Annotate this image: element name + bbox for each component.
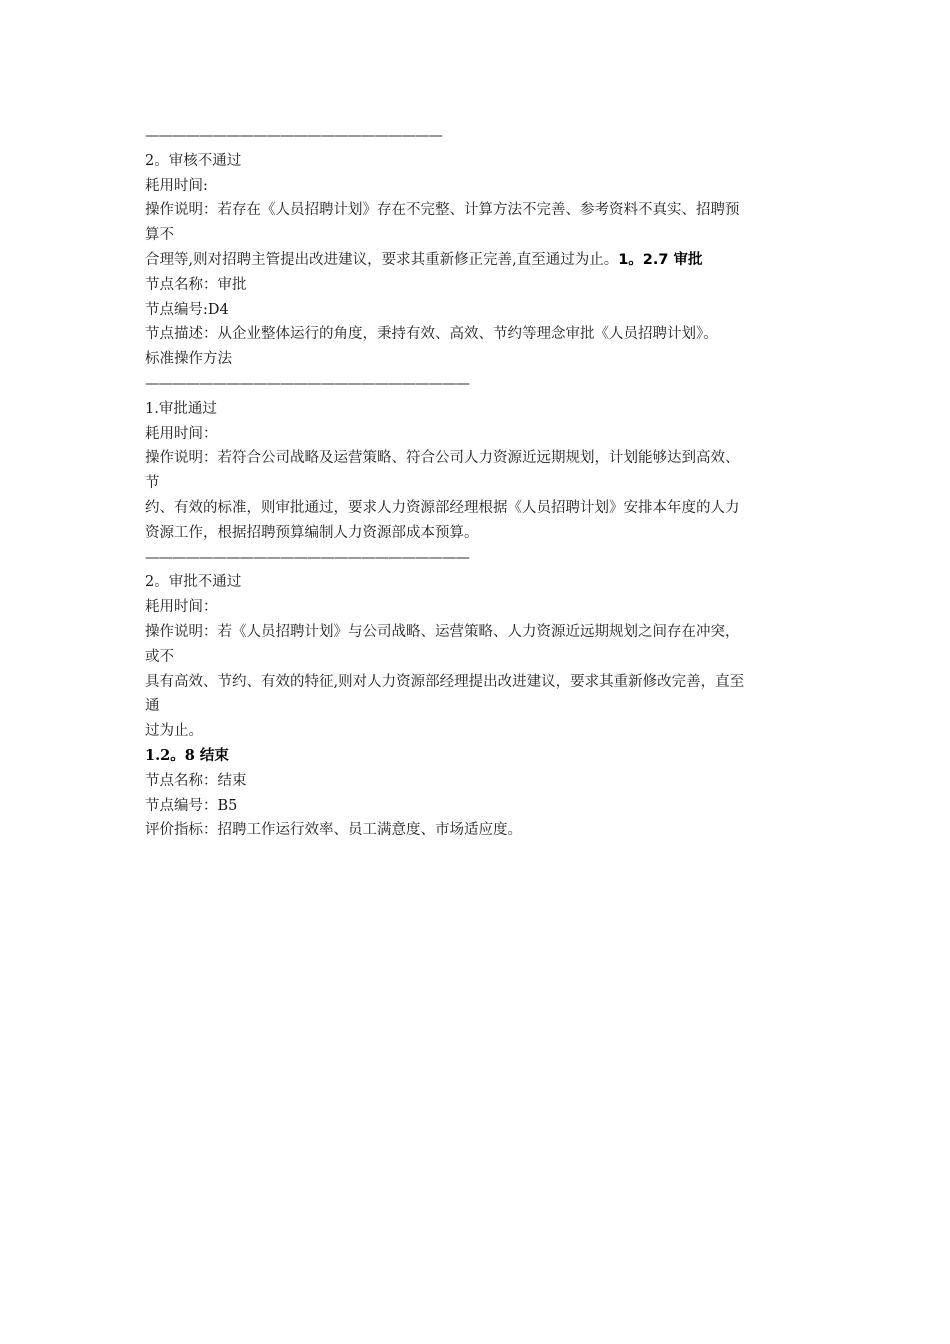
- node-id-end: 节点编号：B5: [145, 797, 238, 814]
- pass-approve-desc-line: 约、有效的标准，则审批通过，要求人力资源部经理根据《人员招聘计划》安排本年度的人力: [145, 499, 740, 516]
- node-id-approve: 节点编号:D4: [145, 301, 229, 318]
- pass-approve-desc-line: 节: [145, 475, 160, 492]
- pass-approve-title: 1.审批通过: [145, 400, 217, 417]
- fail-approve-desc-line: 过为止。: [145, 723, 203, 740]
- fail-approve-time: 耗用时间：: [145, 599, 218, 616]
- fail-review-desc-line: 操作说明：若存在《人员招聘计划》存在不完整、计算方法不完善、参考资料不真实、招聘预: [145, 202, 740, 219]
- section-heading-1-2-8: 1.2。8 结束: [145, 746, 229, 764]
- fail-approve-desc-line: 通: [145, 698, 160, 715]
- separator-rule: ——————————————————————: [145, 128, 442, 144]
- fail-approve-desc-line: 或不: [145, 648, 174, 665]
- node-desc-approve: 节点描述：从企业整体运行的角度，秉持有效、高效、节约等理念审批《人员招聘计划》。: [145, 326, 718, 343]
- std-method-label: 标准操作方法: [145, 351, 232, 368]
- fail-review-title: 2。审核不通过: [145, 152, 242, 169]
- pass-approve-desc-line: 操作说明：若符合公司战略及运营策略、符合公司人力资源近远期规划，计划能够达到高效、: [145, 450, 740, 467]
- separator-rule: ————————————————————————: [145, 375, 469, 392]
- pass-approve-desc-line: 资源工作，根据招聘预算编制人力资源部成本预算。: [145, 524, 479, 541]
- separator-rule: ————————————————————————: [145, 549, 469, 566]
- section-heading-1-2-7: 1。2.7 审批: [618, 251, 703, 268]
- fail-approve-desc-line: 具有高效、节约、有效的特征,则对人力资源部经理提出改进建议，要求其重新修改完善，直至: [145, 673, 745, 690]
- fail-review-desc-text: 合理等,则对招聘主管提出改进建议，要求其重新修正完善,直至通过为止。: [145, 251, 619, 268]
- fail-review-desc-line: [145, 248, 815, 273]
- node-name-end: 节点名称：结束: [145, 772, 247, 789]
- pass-approve-time: 耗用时间：: [145, 425, 218, 442]
- eval-end: 评价指标：招聘工作运行效率、员工满意度、市场适应度。: [145, 822, 522, 839]
- fail-review-desc-line: 算不: [145, 227, 174, 244]
- fail-approve-title: 2。审批不通过: [145, 574, 242, 591]
- document-body: [145, 124, 815, 843]
- fail-review-time: 耗用时间:: [145, 177, 208, 194]
- fail-approve-desc-line: 操作说明：若《人员招聘计划》与公司战略、运营策略、人力资源近远期规划之间存在冲突，: [145, 623, 740, 640]
- node-name-approve: 节点名称：审批: [145, 276, 247, 293]
